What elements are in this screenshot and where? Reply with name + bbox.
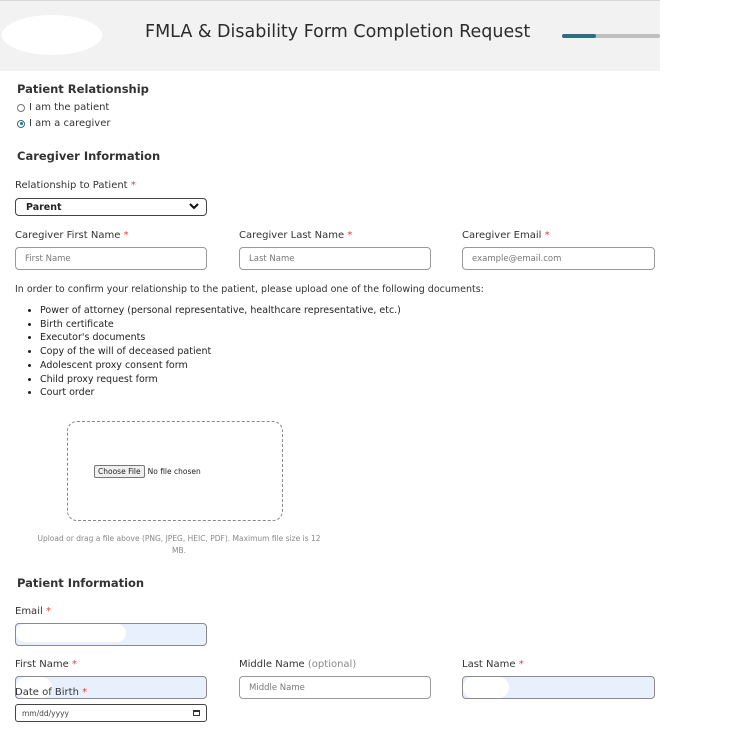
upload-hint-line1: Upload or drag a file above (PNG, JPEG, HEIC, PDF). Maximum file size is 12 — [37, 534, 321, 543]
caregiver-first-name-label — [15, 230, 129, 241]
placeholder: Last Name — [249, 254, 295, 264]
radio-caregiver-option[interactable] — [17, 118, 110, 129]
patient-last-name-label — [462, 659, 524, 670]
required-mark: * — [123, 230, 129, 241]
page-header — [0, 0, 660, 71]
required-mark: * — [544, 230, 550, 241]
patient-information-heading: Patient Information — [17, 576, 145, 590]
placeholder: example@email.com — [472, 254, 562, 264]
middle-name-input[interactable] — [239, 676, 431, 699]
caregiver-email-label-text: Caregiver Email — [462, 230, 542, 241]
patient-first-name-label-text: First Name — [15, 659, 69, 670]
caregiver-information-heading: Caregiver Information — [17, 149, 161, 163]
patient-email-label — [15, 606, 51, 617]
radio-patient[interactable] — [17, 104, 25, 112]
page-title: FMLA & Disability Form Completion Request — [145, 22, 531, 42]
caregiver-email-label — [462, 230, 550, 241]
logo — [2, 15, 102, 55]
radio-caregiver-label: I am a caregiver — [29, 118, 111, 129]
chevron-down-icon — [188, 201, 200, 214]
redacted-value — [16, 624, 126, 642]
required-mark: * — [71, 659, 77, 670]
file-drop-zone[interactable] — [67, 421, 283, 521]
file-chooser[interactable] — [94, 465, 201, 478]
radio-caregiver[interactable] — [17, 120, 25, 128]
placeholder: Middle Name — [249, 683, 305, 693]
caregiver-last-name-input[interactable] — [239, 247, 431, 270]
caregiver-email-input[interactable] — [462, 247, 655, 270]
middle-name-label — [239, 659, 356, 670]
dob-input[interactable] — [15, 704, 207, 722]
list-item: • Birth certificate — [40, 318, 401, 332]
list-item: • Adolescent proxy consent form — [40, 359, 401, 373]
documents-intro: In order to confirm your relationship to the patient, please upload one of the following documents: — [15, 284, 484, 295]
relationship-label — [15, 180, 136, 191]
dob-placeholder: mm/dd/yyyy — [22, 709, 69, 718]
file-status: No file chosen — [147, 467, 201, 476]
dob-label — [15, 687, 87, 698]
list-item: • Power of attorney (personal representative, healthcare representative, etc.) — [40, 304, 401, 318]
dob-label-text: Date of Birth — [15, 687, 79, 698]
patient-email-label-text: Email — [15, 606, 43, 617]
caregiver-last-name-label — [239, 230, 352, 241]
progress-fill — [562, 34, 596, 38]
relationship-select-value: Parent — [26, 202, 62, 213]
progress-bar — [562, 34, 660, 38]
patient-first-name-label — [15, 659, 77, 670]
patient-last-name-input[interactable] — [462, 676, 655, 699]
optional-tag: (optional) — [307, 659, 357, 670]
relationship-label-text: Relationship to Patient — [15, 180, 128, 191]
caregiver-last-name-label-text: Caregiver Last Name — [239, 230, 345, 241]
documents-list — [22, 304, 401, 400]
redacted-value — [463, 677, 509, 698]
required-mark: * — [82, 687, 88, 698]
choose-file-button[interactable]: Choose File — [94, 465, 145, 478]
required-mark: * — [45, 606, 51, 617]
patient-last-name-label-text: Last Name — [462, 659, 516, 670]
placeholder: First Name — [25, 254, 71, 264]
middle-name-label-text: Middle Name — [239, 659, 305, 670]
caregiver-first-name-input[interactable] — [15, 247, 207, 270]
list-item: • Executor's documents — [40, 331, 401, 345]
required-mark: * — [130, 180, 136, 191]
list-item: • Court order — [40, 386, 401, 400]
required-mark: * — [347, 230, 353, 241]
upload-hint-line2: MB. — [171, 546, 186, 555]
list-item: • Child proxy request form — [40, 373, 401, 387]
caregiver-first-name-label-text: Caregiver First Name — [15, 230, 121, 241]
radio-patient-label: I am the patient — [29, 102, 110, 113]
patient-email-input[interactable] — [15, 623, 207, 646]
required-mark: * — [518, 659, 524, 670]
patient-relationship-heading: Patient Relationship — [17, 82, 149, 96]
list-item: • Copy of the will of deceased patient — [40, 345, 401, 359]
radio-patient-option[interactable] — [17, 102, 109, 113]
calendar-icon[interactable] — [193, 710, 200, 716]
relationship-select[interactable] — [15, 198, 207, 216]
upload-hint — [18, 533, 340, 557]
